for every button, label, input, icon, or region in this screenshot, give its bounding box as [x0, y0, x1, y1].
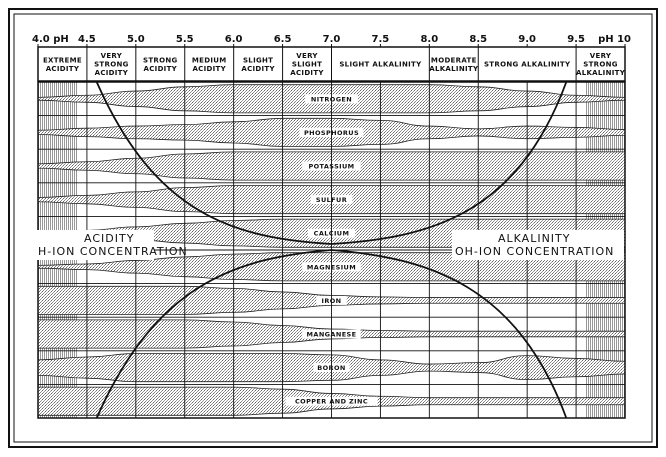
ph-tick-label: 6.0 [224, 34, 243, 45]
category-label: ACIDITY [241, 64, 275, 73]
category-header [38, 47, 626, 81]
nutrient-label: IRON [321, 296, 342, 305]
ph-tick-label: pH 10 [598, 34, 631, 45]
category-label: VERY [296, 52, 318, 60]
nutrient-label: COPPER AND ZINC [294, 397, 369, 406]
category-label: ACIDITY [143, 64, 178, 73]
ph-tick-label: 9.0 [518, 34, 537, 45]
category-label: SLIGHT [242, 56, 274, 65]
nutrient-label: MANGANESE [306, 330, 357, 339]
ph-tick-label: 9.5 [567, 34, 585, 45]
category-label: ACIDITY [290, 69, 324, 77]
h-ion-label: H-ION CONCENTRATION [38, 245, 188, 258]
category-label: STRONG [94, 60, 129, 69]
nutrient-label: CALCIUM [313, 229, 350, 238]
ph-axis [32, 34, 631, 47]
category-label: STRONG ALKALINITY [483, 60, 571, 69]
ph-tick-label: 6.5 [273, 34, 292, 45]
ph-tick-label: 8.5 [469, 34, 488, 45]
nutrient-label: MAGNESIUM [306, 263, 357, 272]
ph-tick-label: 5.5 [175, 34, 194, 45]
category-label: VERY [589, 52, 612, 60]
ph-tick-label: 4.5 [78, 34, 96, 45]
category-label: STRONG [143, 56, 178, 65]
category-label: ALKALINITY [575, 69, 626, 77]
category-label: VERY [100, 52, 123, 60]
category-label: SLIGHT [291, 60, 323, 69]
nutrient-label: SULFUR [315, 196, 348, 205]
ph-tick-label: 5.0 [126, 34, 145, 45]
category-label: EXTREME [42, 56, 82, 65]
ph-tick-label: 7.0 [322, 34, 341, 45]
category-label: ACIDITY [94, 69, 129, 77]
ph-tick-label: 4.0 pH [32, 34, 69, 45]
ph-tick-label: 8.0 [420, 34, 439, 45]
category-label: MODERATE [430, 56, 477, 65]
category-label: MEDIUM [191, 56, 227, 65]
nutrient-label: POTASSIUM [308, 162, 355, 171]
nutrient-label: NITROGEN [310, 95, 353, 104]
nutrient-label: PHOSPHORUS [303, 128, 360, 137]
alkalinity-label: ALKALINITY [498, 232, 571, 245]
category-label: ACIDITY [45, 64, 80, 73]
ph-tick-label: 7.5 [371, 34, 390, 45]
oh-ion-label: OH-ION CONCENTRATION [455, 245, 615, 258]
category-label: ALKALINITY [429, 64, 479, 73]
category-label: ACIDITY [192, 64, 226, 73]
acidity-label: ACIDITY [84, 232, 135, 245]
nutrient-label: BORON [317, 364, 346, 373]
category-label: SLIGHT ALKALINITY [339, 60, 422, 69]
category-label: STRONG [583, 60, 618, 69]
